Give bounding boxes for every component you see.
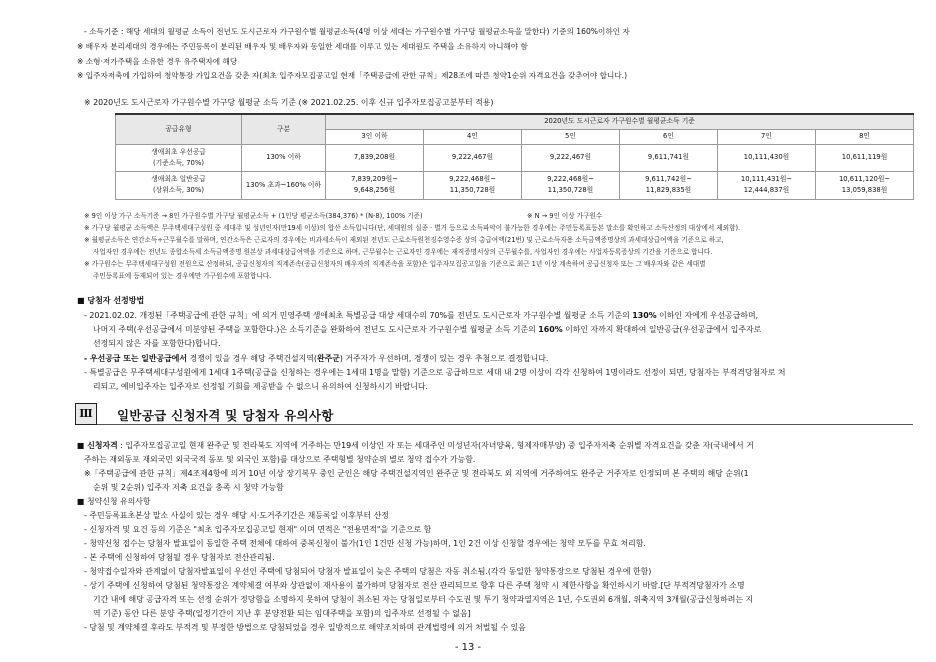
header-supply-type: 공급유형	[116, 114, 242, 144]
note-household-members-cont: 주민등록표에 등재되어 있는 경우에만 가구원수에 포함합니다.	[93, 272, 272, 280]
row-type: 생애최초 우선공급 (기준소득, 70%)	[116, 144, 242, 171]
note-household-income: ※ 가구당 월평균 소득액은 무주택세대구성원 중 세대주 및 성년인자(만19세 이상)의 합산 소득입니다(단, 세대원의 실종 · 별거 등으로 소득파악이 불가능한 경우에는 주민등록표등본 말소를 확인하고 소득산정의 대상에서 제외함).	[84, 224, 741, 232]
note-monthly-income-cont: 사업자인 경우에는 전년도 종합소득세 소득금액증명 원본상 과세대상급여액을 기준으로 하며, 근무월수는 근로자인 경우에는 재직증명서상의 근무월수를, 사업자인 경우에는 사업자등록증상의 기간을 기준으로 합니다.	[93, 248, 713, 256]
cell-value: 10,111,430원	[718, 144, 816, 171]
winner-rule-2: - 우선공급 또는 일반공급에서 경쟁이 있을 경우 해당 주택건설지역(완주군) 거주자가 우선하며, 경쟁이 있는 경우 추첨으로 결정합니다.	[84, 354, 549, 363]
caution-item: - 본 주택에 신청하여 당첨될 경우 당첨자로 전산관리됨.	[84, 553, 275, 562]
income-criteria-line: - 소득기준 : 해당 세대의 월평균 소득이 전년도 도시근로자 가구원수별 월평균소득(4명 이상 세대는 가구원수별 가구당 월평균소득을 말한다) 기준의 160%이하인 자	[84, 27, 630, 36]
winner-rule-1b: 나머지 주택(우선공급에서 미분양된 주택을 포함한다.)은 소득기준을 완화하여 전년도 도시근로자 가구원수별 월평균 소득 기준의 160% 이하인 자까지 확대하여 일반공급(우선공급에서 입주자로	[93, 325, 762, 334]
winner-rule-1: - 2021.02.02. 개정된「주택공급에 관한 규칙」에 의거 민영주택 생애최초 특별공급 대상 세대수의 70%를 전년도 도시근로자 가구원수별 월평균 소득 기준의 130% 이하인 자에게 우선공급하며,	[84, 311, 759, 320]
header-size-5: 5인	[522, 129, 620, 144]
section-title: 일반공급 신청자격 및 당첨자 유의사항	[117, 408, 334, 423]
header-size-7: 7인	[718, 129, 816, 144]
note-small-house: ※ 소형·저가주택을 소유한 경우 유주택자에 해당	[77, 57, 238, 66]
caution-heading: ■ 청약신청 유의사항	[77, 497, 151, 506]
caution-item-cont: 기간 내에 해당 공급자격 또는 선정 순위가 정당함을 소명하지 못하여 당첨이 취소된 자는 당첨일로부터 수도권 및 투기 청약과열지역은 1년, 수도권외 6개월, 위축지역 3개월(공급신청하려는 지	[93, 595, 754, 604]
table-title: ※ 2020년도 도시근로자 가구원수별 가구당 월평균 소득 기준 (※ 2021.02.25. 이후 신규 입주자모집공고분부터 적용)	[84, 98, 494, 107]
caution-item: - 당첨 및 계약체결 후라도 부적격 및 부정한 방법으로 당첨되었을 경우 일방적으로 해약조치하며 관계법령에 의거 처벌될 수 있음	[84, 623, 526, 632]
cell-value: 7,839,208원	[326, 144, 424, 171]
table-row	[116, 144, 914, 171]
military-note-cont: 순위 및 2순위) 입주자 저축 요건을 충족 시 청약 가능함	[93, 483, 284, 492]
military-note: ※「주택공급에 관한 규칙」제4조제4항에 의거 10년 이상 장기복무 중인 군인은 해당 주택건설지역인 완주군 및 전라북도 외 지역에 거주하여도 완주군 거주자로 인정되며 본 주택의 해당 순위(1	[84, 469, 749, 478]
note-n-definition: ※ N → 9인 이상 가구원수	[527, 212, 603, 220]
note-household-members: ※ 가구원수는 무주택세대구성원 전원으로 산정하되, 공급신청자의 직계존속(공급신청자의 배우자의 직계존속을 포함)은 입주자모집공고일을 기준으로 최근 1년 이상 계속하여 공급신청자 또는 그 배우자와 같은 세대별	[84, 260, 706, 268]
income-table	[115, 113, 914, 200]
note-spouse: ※ 배우자 분리세대의 경우에는 주민등록이 분리된 배우자 및 배우자와 동일한 세대를 이루고 있는 세대원도 주택을 소유하지 아니해야 함	[77, 42, 528, 51]
cell-value: 9,611,741원	[620, 144, 718, 171]
header-size-8: 8인	[816, 129, 914, 144]
row-division: 130% 이하	[242, 144, 326, 171]
caution-item: - 청약접수일자와 관계없이 당첨자발표일이 우선인 주택에 당첨되어 당첨자 발표일이 늦은 주택의 당첨은 자동 취소됨.(각각 동일한 청약통장으로 당첨된 경우에 한함)	[84, 567, 652, 576]
caution-item: - 신청자격 및 요건 등의 기준은 "최초 입주자모집공고일 현재" 이며 면적은 "전용면적"을 기준으로 함	[84, 525, 432, 534]
cell-value: 9,222,467원	[522, 144, 620, 171]
eligibility-line-cont: 주하는 재외동포 재외국민 외국국적 동포 및 외국인 포함)를 대상으로 주택형별 청약순위 별로 청약 접수가 가능함.	[84, 455, 476, 464]
winner-heading: ■ 당첨자 선정방법	[77, 296, 145, 305]
caution-item: - 청약신청 접수는 당첨자 발표일이 동일한 주택 전체에 대하여 중복신청이 불가(1인 1건만 신청 가능)하며, 1인 2건 이상 신청할 경우에는 청약 모두를 무효 처리함.	[84, 539, 646, 548]
page-number: - 13 -	[454, 642, 482, 653]
cell-value: 7,839,209원~ 9,648,256원	[326, 171, 424, 199]
row-type: 생애최초 일반공급 (상위소득, 30%)	[116, 171, 242, 199]
note-9-persons: ※ 9인 이상 가구 소득기준 → 8인 가구원수별 가구당 월평균소득 + (1인당 평균소득(384,376) * (N-8), 100% 기준)	[84, 212, 423, 220]
cell-value: 9,222,467원	[424, 144, 522, 171]
winner-rule-3b: 리되고, 예비입주자는 입주자로 선정될 기회를 제공받을 수 없으니 유의하여 신청하시기 바랍니다.	[93, 382, 428, 391]
section-number-box: Ⅲ	[75, 403, 97, 425]
header-size-3: 3인 이하	[326, 129, 424, 144]
note-savings: ※ 입주자저축에 가입하여 청약통장 가입요건을 갖춘 자(최초 입주자모집공고일 현재「주택공급에 관한 규칙」제28조에 따른 청약1순위 자격요건을 갖추어야 합니다.)	[77, 71, 628, 80]
row-division: 130% 초과~160% 이하	[242, 171, 326, 199]
table-row	[116, 171, 914, 199]
cell-value: 10,611,119원	[816, 144, 914, 171]
cell-value: 9,222,468원~ 11,350,728원	[522, 171, 620, 199]
eligibility-line: ■ 신청자격 : 입주자모집공고일 현재 완주군 및 전라북도 지역에 거주하는 만19세 이상인 자 또는 세대주인 미성년자(자녀양육, 형제자매부양) 중 입주자저축 순위별 자격요건을 갖춘 자(국내에서 거	[77, 441, 754, 450]
caution-item-cont: 역 기준) 동안 다른 분양 주택(일정기간이 지난 후 분양전환 되는 임대주택을 포함)의 입주자로 선정될 수 없음]	[93, 609, 471, 618]
header-income-standard: 2020년도 도시근로자 가구원수별 월평균소득 기준	[326, 114, 914, 129]
header-size-4: 4인	[424, 129, 522, 144]
section-underline	[97, 424, 913, 425]
winner-rule-3: - 특별공급은 무주택세대구성원에게 1세대 1주택(공급을 신청하는 경우에는 1세대 1명을 말함) 기준으로 공급하므로 세대 내 2명 이상이 각각 신청하여 1명이라도 선정이 되면, 당첨자는 부적격당첨자로 처	[84, 368, 786, 377]
header-size-6: 6인	[620, 129, 718, 144]
caution-item: - 상기 주택에 신청하여 당첨된 청약통장은 계약체결 여부와 상관없이 재사용이 불가하며 당첨자로 전산 관리되므로 향후 다른 주택 청약 시 제한사항을 확인하시기 바람.[단 부적격당첨자가 소명	[84, 581, 745, 590]
winner-rule-1c: 선정되지 않은 자를 포함한다)합니다.	[93, 339, 221, 348]
cell-value: 9,611,742원~ 11,829,835원	[620, 171, 718, 199]
header-division: 구분	[242, 114, 326, 144]
note-monthly-income: ※ 월평균소득은 연간소득÷근무월수를 말하며, 연간소득은 근로자의 경우에는 비과세소득이 제외된 전년도 근로소득원천징수영수증 상의 총급여액(21번) 및 근로소득자용 소득금액증명상의 과세대상급여액을 기준으로 하고,	[84, 236, 724, 244]
cell-value: 10,111,431원~ 12,444,837원	[718, 171, 816, 199]
cell-value: 9,222,468원~ 11,350,728원	[424, 171, 522, 199]
caution-item: - 주민등록표초본상 말소 사실이 있는 경우 해당 시·도거주기간은 재등록일 이후부터 산정	[84, 511, 389, 520]
cell-value: 10,611,120원~ 13,059,838원	[816, 171, 914, 199]
